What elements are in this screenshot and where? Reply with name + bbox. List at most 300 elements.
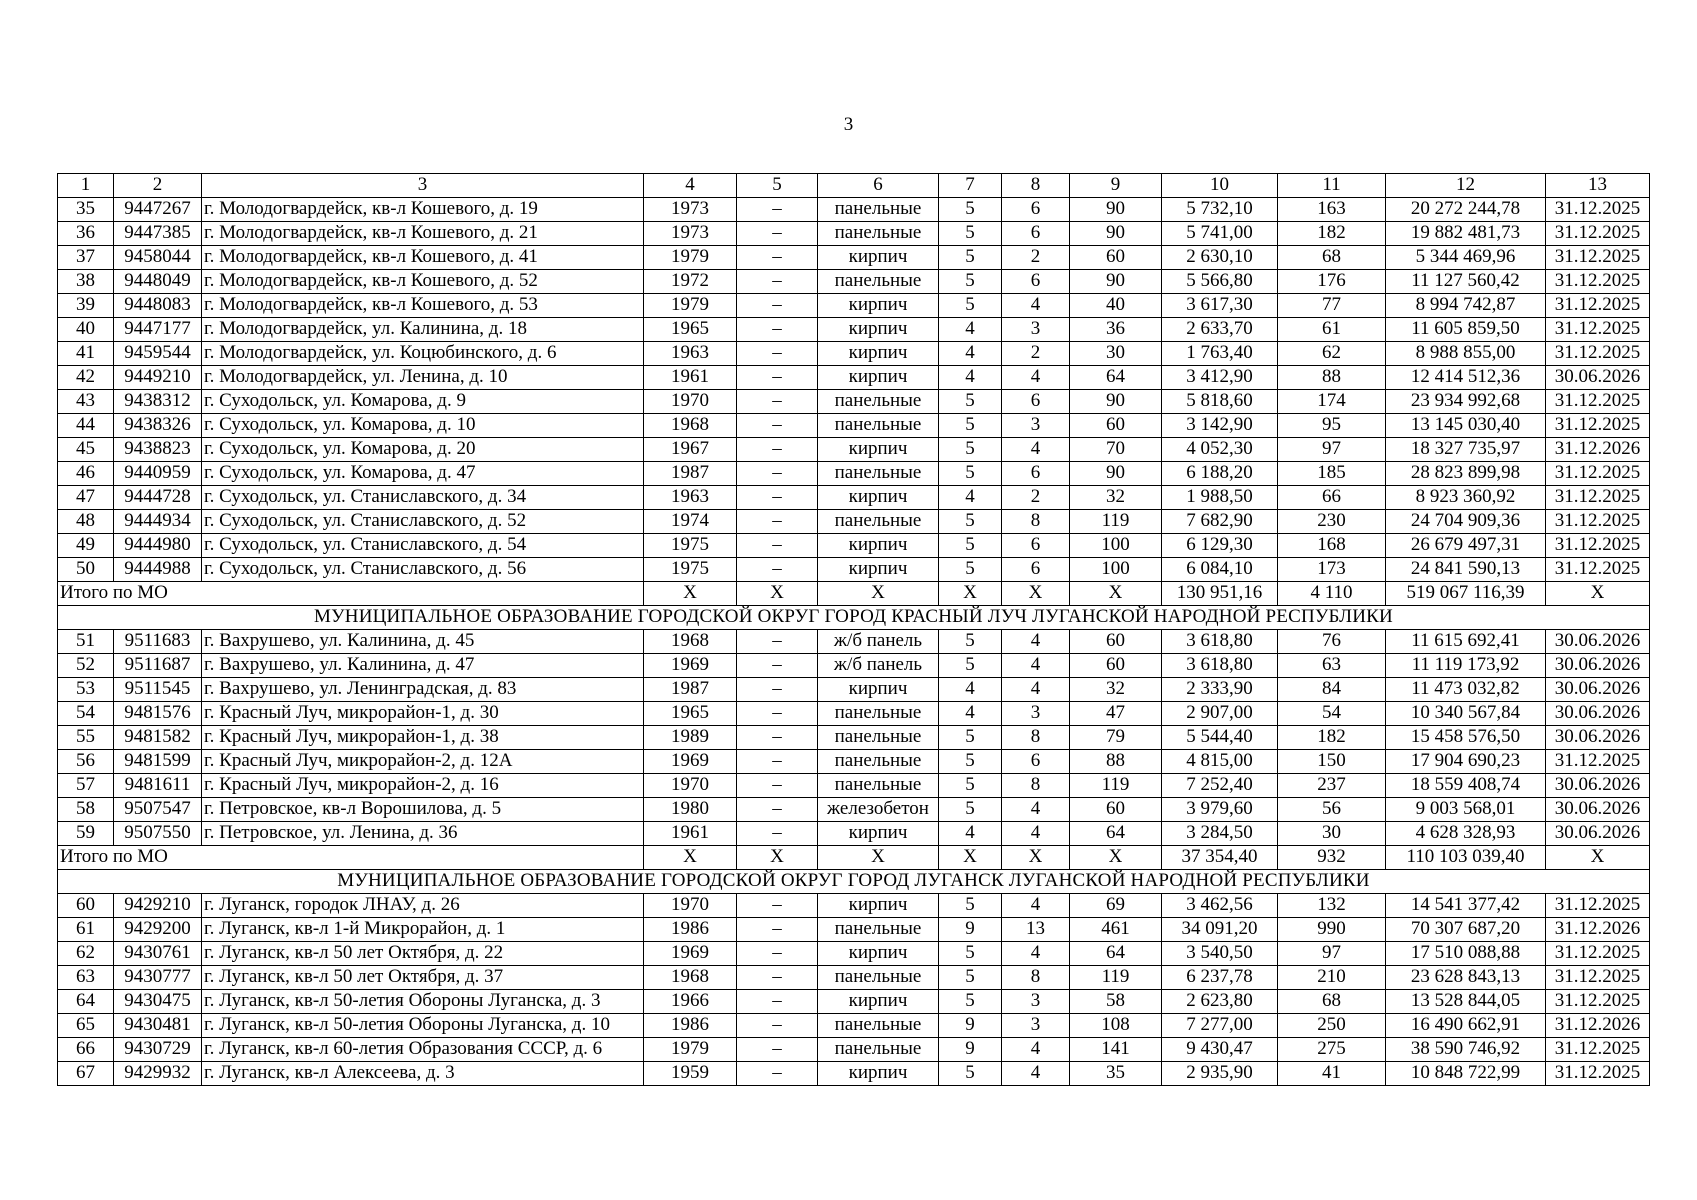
area-cell: 4 052,30	[1162, 438, 1278, 462]
apartments-count-cell: 60	[1070, 798, 1162, 822]
wall-material-cell: панельные	[818, 726, 939, 750]
repair-cost-cell: 28 823 899,98	[1386, 462, 1546, 486]
deadline-cell: 31.12.2025	[1546, 222, 1650, 246]
build-year-cell: 1969	[644, 942, 737, 966]
repair-cost-cell: 17 904 690,23	[1386, 750, 1546, 774]
area-cell: 3 540,50	[1162, 942, 1278, 966]
area-cell: 1 763,40	[1162, 342, 1278, 366]
house-id-cell: 9430761	[114, 942, 202, 966]
entrances-count-cell: 4	[1002, 678, 1070, 702]
house-id-cell: 9429932	[114, 1062, 202, 1086]
address-cell: г. Суходольск, ул. Комарова, д. 10	[202, 414, 644, 438]
address-cell: г. Суходольск, ул. Станиславского, д. 52	[202, 510, 644, 534]
house-id-cell: 9449210	[114, 366, 202, 390]
total-value-cell: 4 110	[1278, 582, 1386, 606]
total-value-cell: X	[1002, 582, 1070, 606]
floors-count-cell: 5	[939, 750, 1002, 774]
wall-material-cell: панельные	[818, 750, 939, 774]
row-number-cell: 38	[58, 270, 114, 294]
residents-count-cell: 275	[1278, 1038, 1386, 1062]
build-year-cell: 1986	[644, 918, 737, 942]
entrances-count-cell: 4	[1002, 438, 1070, 462]
area-cell: 2 630,10	[1162, 246, 1278, 270]
repair-cost-cell: 8 988 855,00	[1386, 342, 1546, 366]
col-5-value-cell: –	[737, 342, 818, 366]
deadline-cell: 30.06.2026	[1546, 822, 1650, 846]
address-cell: г. Петровское, ул. Ленина, д. 36	[202, 822, 644, 846]
wall-material-cell: панельные	[818, 270, 939, 294]
entrances-count-cell: 4	[1002, 294, 1070, 318]
area-cell: 3 617,30	[1162, 294, 1278, 318]
deadline-cell: 31.12.2025	[1546, 558, 1650, 582]
floors-count-cell: 5	[939, 246, 1002, 270]
row-number-cell: 39	[58, 294, 114, 318]
entrances-count-cell: 2	[1002, 486, 1070, 510]
deadline-cell: 31.12.2025	[1546, 750, 1650, 774]
build-year-cell: 1975	[644, 558, 737, 582]
house-id-cell: 9511687	[114, 654, 202, 678]
repair-cost-cell: 14 541 377,42	[1386, 894, 1546, 918]
build-year-cell: 1973	[644, 198, 737, 222]
repair-cost-cell: 9 003 568,01	[1386, 798, 1546, 822]
residents-count-cell: 174	[1278, 390, 1386, 414]
build-year-cell: 1987	[644, 462, 737, 486]
house-id-cell: 9444988	[114, 558, 202, 582]
address-cell: г. Красный Луч, микрорайон-2, д. 12А	[202, 750, 644, 774]
total-value-cell: 130 951,16	[1162, 582, 1278, 606]
table-row	[58, 750, 1650, 774]
column-header: 6	[818, 174, 939, 198]
row-number-cell: 52	[58, 654, 114, 678]
area-cell: 6 188,20	[1162, 462, 1278, 486]
area-cell: 3 284,50	[1162, 822, 1278, 846]
floors-count-cell: 9	[939, 1014, 1002, 1038]
entrances-count-cell: 6	[1002, 534, 1070, 558]
total-value-cell: X	[1070, 582, 1162, 606]
area-cell: 5 741,00	[1162, 222, 1278, 246]
wall-material-cell: панельные	[818, 1014, 939, 1038]
repair-cost-cell: 15 458 576,50	[1386, 726, 1546, 750]
col-5-value-cell: –	[737, 270, 818, 294]
section-header-row	[58, 870, 1650, 894]
wall-material-cell: панельные	[818, 414, 939, 438]
area-cell: 2 907,00	[1162, 702, 1278, 726]
floors-count-cell: 5	[939, 774, 1002, 798]
entrances-count-cell: 6	[1002, 222, 1070, 246]
residents-count-cell: 237	[1278, 774, 1386, 798]
residents-count-cell: 990	[1278, 918, 1386, 942]
deadline-cell: 30.06.2026	[1546, 654, 1650, 678]
column-header: 1	[58, 174, 114, 198]
house-id-cell: 9507547	[114, 798, 202, 822]
area-cell: 7 252,40	[1162, 774, 1278, 798]
column-header: 3	[202, 174, 644, 198]
wall-material-cell: панельные	[818, 222, 939, 246]
area-cell: 2 333,90	[1162, 678, 1278, 702]
col-5-value-cell: –	[737, 1014, 818, 1038]
row-number-cell: 40	[58, 318, 114, 342]
row-number-cell: 37	[58, 246, 114, 270]
entrances-count-cell: 8	[1002, 510, 1070, 534]
column-header: 9	[1070, 174, 1162, 198]
repair-cost-cell: 11 473 032,82	[1386, 678, 1546, 702]
residents-count-cell: 163	[1278, 198, 1386, 222]
build-year-cell: 1968	[644, 630, 737, 654]
total-row	[58, 846, 1650, 870]
total-value-cell: 932	[1278, 846, 1386, 870]
address-cell: г. Суходольск, ул. Станиславского, д. 34	[202, 486, 644, 510]
repair-cost-cell: 38 590 746,92	[1386, 1038, 1546, 1062]
floors-count-cell: 5	[939, 222, 1002, 246]
repair-cost-cell: 23 934 992,68	[1386, 390, 1546, 414]
deadline-cell: 31.12.2025	[1546, 246, 1650, 270]
total-value-cell: X	[939, 846, 1002, 870]
repair-cost-cell: 18 559 408,74	[1386, 774, 1546, 798]
address-cell: г. Луганск, кв-л 1-й Микрорайон, д. 1	[202, 918, 644, 942]
apartments-count-cell: 60	[1070, 630, 1162, 654]
wall-material-cell: кирпич	[818, 438, 939, 462]
entrances-count-cell: 4	[1002, 1062, 1070, 1086]
house-id-cell: 9507550	[114, 822, 202, 846]
residents-count-cell: 56	[1278, 798, 1386, 822]
wall-material-cell: кирпич	[818, 1062, 939, 1086]
house-id-cell: 9511545	[114, 678, 202, 702]
build-year-cell: 1989	[644, 726, 737, 750]
total-value-cell: X	[939, 582, 1002, 606]
total-value-cell: X	[818, 846, 939, 870]
table-row	[58, 294, 1650, 318]
housing-register-table	[57, 173, 1650, 1086]
entrances-count-cell: 4	[1002, 822, 1070, 846]
wall-material-cell: панельные	[818, 774, 939, 798]
row-number-cell: 46	[58, 462, 114, 486]
area-cell: 7 682,90	[1162, 510, 1278, 534]
address-cell: г. Молодогвардейск, кв-л Кошевого, д. 19	[202, 198, 644, 222]
row-number-cell: 45	[58, 438, 114, 462]
row-number-cell: 66	[58, 1038, 114, 1062]
residents-count-cell: 66	[1278, 486, 1386, 510]
area-cell: 3 412,90	[1162, 366, 1278, 390]
house-id-cell: 9447385	[114, 222, 202, 246]
col-5-value-cell: –	[737, 942, 818, 966]
residents-count-cell: 54	[1278, 702, 1386, 726]
apartments-count-cell: 108	[1070, 1014, 1162, 1038]
build-year-cell: 1967	[644, 438, 737, 462]
repair-cost-cell: 20 272 244,78	[1386, 198, 1546, 222]
table-row	[58, 966, 1650, 990]
area-cell: 7 277,00	[1162, 1014, 1278, 1038]
deadline-cell: 30.06.2026	[1546, 798, 1650, 822]
residents-count-cell: 176	[1278, 270, 1386, 294]
address-cell: г. Красный Луч, микрорайон-1, д. 38	[202, 726, 644, 750]
deadline-cell: 31.12.2025	[1546, 942, 1650, 966]
wall-material-cell: кирпич	[818, 534, 939, 558]
apartments-count-cell: 64	[1070, 366, 1162, 390]
house-id-cell: 9430475	[114, 990, 202, 1014]
build-year-cell: 1969	[644, 750, 737, 774]
area-cell: 1 988,50	[1162, 486, 1278, 510]
total-value-cell: X	[1546, 846, 1650, 870]
house-id-cell: 9429210	[114, 894, 202, 918]
col-5-value-cell: –	[737, 438, 818, 462]
repair-cost-cell: 13 145 030,40	[1386, 414, 1546, 438]
apartments-count-cell: 100	[1070, 534, 1162, 558]
repair-cost-cell: 4 628 328,93	[1386, 822, 1546, 846]
floors-count-cell: 5	[939, 630, 1002, 654]
area-cell: 2 935,90	[1162, 1062, 1278, 1086]
repair-cost-cell: 11 119 173,92	[1386, 654, 1546, 678]
wall-material-cell: панельные	[818, 702, 939, 726]
apartments-count-cell: 60	[1070, 654, 1162, 678]
repair-cost-cell: 11 615 692,41	[1386, 630, 1546, 654]
apartments-count-cell: 119	[1070, 966, 1162, 990]
build-year-cell: 1970	[644, 390, 737, 414]
entrances-count-cell: 4	[1002, 630, 1070, 654]
build-year-cell: 1968	[644, 966, 737, 990]
deadline-cell: 30.06.2026	[1546, 678, 1650, 702]
deadline-cell: 31.12.2025	[1546, 270, 1650, 294]
house-id-cell: 9444728	[114, 486, 202, 510]
house-id-cell: 9444980	[114, 534, 202, 558]
apartments-count-cell: 64	[1070, 822, 1162, 846]
house-id-cell: 9430481	[114, 1014, 202, 1038]
build-year-cell: 1963	[644, 486, 737, 510]
house-id-cell: 9438312	[114, 390, 202, 414]
wall-material-cell: кирпич	[818, 342, 939, 366]
column-header: 7	[939, 174, 1002, 198]
table-row	[58, 510, 1650, 534]
table-row	[58, 366, 1650, 390]
col-5-value-cell: –	[737, 654, 818, 678]
address-cell: г. Вахрушево, ул. Калинина, д. 45	[202, 630, 644, 654]
build-year-cell: 1987	[644, 678, 737, 702]
column-header: 2	[114, 174, 202, 198]
residents-count-cell: 182	[1278, 222, 1386, 246]
residents-count-cell: 210	[1278, 966, 1386, 990]
house-id-cell: 9438823	[114, 438, 202, 462]
entrances-count-cell: 2	[1002, 246, 1070, 270]
area-cell: 3 979,60	[1162, 798, 1278, 822]
column-header: 13	[1546, 174, 1650, 198]
col-5-value-cell: –	[737, 702, 818, 726]
deadline-cell: 31.12.2026	[1546, 918, 1650, 942]
col-5-value-cell: –	[737, 990, 818, 1014]
area-cell: 6 129,30	[1162, 534, 1278, 558]
entrances-count-cell: 3	[1002, 414, 1070, 438]
row-number-cell: 49	[58, 534, 114, 558]
build-year-cell: 1961	[644, 822, 737, 846]
floors-count-cell: 5	[939, 270, 1002, 294]
total-label: Итого по МО	[58, 846, 644, 870]
repair-cost-cell: 23 628 843,13	[1386, 966, 1546, 990]
row-number-cell: 42	[58, 366, 114, 390]
entrances-count-cell: 6	[1002, 558, 1070, 582]
col-5-value-cell: –	[737, 414, 818, 438]
deadline-cell: 31.12.2025	[1546, 534, 1650, 558]
residents-count-cell: 182	[1278, 726, 1386, 750]
wall-material-cell: панельные	[818, 918, 939, 942]
apartments-count-cell: 90	[1070, 270, 1162, 294]
col-5-value-cell: –	[737, 222, 818, 246]
col-5-value-cell: –	[737, 894, 818, 918]
row-number-cell: 60	[58, 894, 114, 918]
floors-count-cell: 5	[939, 510, 1002, 534]
address-cell: г. Суходольск, ул. Станиславского, д. 56	[202, 558, 644, 582]
col-5-value-cell: –	[737, 366, 818, 390]
entrances-count-cell: 4	[1002, 798, 1070, 822]
entrances-count-cell: 8	[1002, 726, 1070, 750]
house-id-cell: 9448049	[114, 270, 202, 294]
col-5-value-cell: –	[737, 798, 818, 822]
deadline-cell: 31.12.2025	[1546, 294, 1650, 318]
floors-count-cell: 5	[939, 942, 1002, 966]
address-cell: г. Луганск, кв-л 50 лет Октября, д. 37	[202, 966, 644, 990]
build-year-cell: 1970	[644, 774, 737, 798]
area-cell: 5 544,40	[1162, 726, 1278, 750]
total-value-cell: X	[737, 582, 818, 606]
col-5-value-cell: –	[737, 294, 818, 318]
column-header: 12	[1386, 174, 1546, 198]
col-5-value-cell: –	[737, 822, 818, 846]
residents-count-cell: 95	[1278, 414, 1386, 438]
build-year-cell: 1979	[644, 246, 737, 270]
address-cell: г. Луганск, кв-л Алексеева, д. 3	[202, 1062, 644, 1086]
register-body	[58, 198, 1650, 1086]
entrances-count-cell: 2	[1002, 342, 1070, 366]
repair-cost-cell: 10 340 567,84	[1386, 702, 1546, 726]
row-number-cell: 51	[58, 630, 114, 654]
area-cell: 4 815,00	[1162, 750, 1278, 774]
address-cell: г. Красный Луч, микрорайон-2, д. 16	[202, 774, 644, 798]
row-number-cell: 62	[58, 942, 114, 966]
entrances-count-cell: 4	[1002, 942, 1070, 966]
area-cell: 6 237,78	[1162, 966, 1278, 990]
build-year-cell: 1961	[644, 366, 737, 390]
floors-count-cell: 5	[939, 726, 1002, 750]
repair-cost-cell: 24 841 590,13	[1386, 558, 1546, 582]
residents-count-cell: 68	[1278, 246, 1386, 270]
residents-count-cell: 250	[1278, 1014, 1386, 1038]
apartments-count-cell: 30	[1070, 342, 1162, 366]
residents-count-cell: 88	[1278, 366, 1386, 390]
house-id-cell: 9440959	[114, 462, 202, 486]
repair-cost-cell: 26 679 497,31	[1386, 534, 1546, 558]
table-row	[58, 1062, 1650, 1086]
apartments-count-cell: 32	[1070, 486, 1162, 510]
area-cell: 2 633,70	[1162, 318, 1278, 342]
address-cell: г. Суходольск, ул. Комарова, д. 20	[202, 438, 644, 462]
house-id-cell: 9481576	[114, 702, 202, 726]
col-5-value-cell: –	[737, 918, 818, 942]
floors-count-cell: 5	[939, 462, 1002, 486]
wall-material-cell: кирпич	[818, 486, 939, 510]
address-cell: г. Суходольск, ул. Комарова, д. 47	[202, 462, 644, 486]
deadline-cell: 31.12.2026	[1546, 438, 1650, 462]
house-id-cell: 9430729	[114, 1038, 202, 1062]
apartments-count-cell: 141	[1070, 1038, 1162, 1062]
entrances-count-cell: 3	[1002, 318, 1070, 342]
build-year-cell: 1973	[644, 222, 737, 246]
entrances-count-cell: 4	[1002, 366, 1070, 390]
wall-material-cell: ж/б панель	[818, 630, 939, 654]
floors-count-cell: 5	[939, 198, 1002, 222]
total-value-cell: X	[644, 846, 737, 870]
deadline-cell: 31.12.2025	[1546, 342, 1650, 366]
table-row	[58, 1014, 1650, 1038]
area-cell: 34 091,20	[1162, 918, 1278, 942]
floors-count-cell: 5	[939, 894, 1002, 918]
floors-count-cell: 4	[939, 342, 1002, 366]
col-5-value-cell: –	[737, 390, 818, 414]
residents-count-cell: 185	[1278, 462, 1386, 486]
address-cell: г. Молодогвардейск, ул. Калинина, д. 18	[202, 318, 644, 342]
area-cell: 5 566,80	[1162, 270, 1278, 294]
table-row	[58, 990, 1650, 1014]
entrances-count-cell: 3	[1002, 702, 1070, 726]
house-id-cell: 9444934	[114, 510, 202, 534]
apartments-count-cell: 35	[1070, 1062, 1162, 1086]
table-row	[58, 726, 1650, 750]
apartments-count-cell: 119	[1070, 510, 1162, 534]
column-header: 5	[737, 174, 818, 198]
entrances-count-cell: 6	[1002, 390, 1070, 414]
total-value-cell: X	[1546, 582, 1650, 606]
floors-count-cell: 4	[939, 822, 1002, 846]
build-year-cell: 1959	[644, 1062, 737, 1086]
residents-count-cell: 62	[1278, 342, 1386, 366]
section-title: МУНИЦИПАЛЬНОЕ ОБРАЗОВАНИЕ ГОРОДСКОЙ ОКРУГ ГОРОД КРАСНЫЙ ЛУЧ ЛУГАНСКОЙ НАРОДНОЙ РЕСПУБЛИКИ	[58, 606, 1650, 630]
row-number-cell: 59	[58, 822, 114, 846]
repair-cost-cell: 16 490 662,91	[1386, 1014, 1546, 1038]
address-cell: г. Вахрушево, ул. Калинина, д. 47	[202, 654, 644, 678]
table-row	[58, 246, 1650, 270]
entrances-count-cell: 3	[1002, 990, 1070, 1014]
wall-material-cell: кирпич	[818, 318, 939, 342]
address-cell: г. Молодогвардейск, кв-л Кошевого, д. 21	[202, 222, 644, 246]
apartments-count-cell: 88	[1070, 750, 1162, 774]
address-cell: г. Молодогвардейск, ул. Коцюбинского, д. 6	[202, 342, 644, 366]
col-5-value-cell: –	[737, 510, 818, 534]
address-cell: г. Молодогвардейск, кв-л Кошевого, д. 53	[202, 294, 644, 318]
section-title: МУНИЦИПАЛЬНОЕ ОБРАЗОВАНИЕ ГОРОДСКОЙ ОКРУГ ГОРОД ЛУГАНСК ЛУГАНСКОЙ НАРОДНОЙ РЕСПУБЛИКИ	[58, 870, 1650, 894]
repair-cost-cell: 19 882 481,73	[1386, 222, 1546, 246]
residents-count-cell: 230	[1278, 510, 1386, 534]
row-number-cell: 47	[58, 486, 114, 510]
column-header: 10	[1162, 174, 1278, 198]
entrances-count-cell: 6	[1002, 198, 1070, 222]
wall-material-cell: кирпич	[818, 822, 939, 846]
col-5-value-cell: –	[737, 750, 818, 774]
wall-material-cell: кирпич	[818, 678, 939, 702]
repair-cost-cell: 12 414 512,36	[1386, 366, 1546, 390]
house-id-cell: 9481582	[114, 726, 202, 750]
section-header-row	[58, 606, 1650, 630]
residents-count-cell: 84	[1278, 678, 1386, 702]
floors-count-cell: 5	[939, 534, 1002, 558]
residents-count-cell: 30	[1278, 822, 1386, 846]
residents-count-cell: 173	[1278, 558, 1386, 582]
floors-count-cell: 4	[939, 702, 1002, 726]
table-row	[58, 630, 1650, 654]
build-year-cell: 1974	[644, 510, 737, 534]
col-5-value-cell: –	[737, 486, 818, 510]
table-row	[58, 486, 1650, 510]
floors-count-cell: 4	[939, 486, 1002, 510]
residents-count-cell: 63	[1278, 654, 1386, 678]
deadline-cell: 30.06.2026	[1546, 366, 1650, 390]
residents-count-cell: 132	[1278, 894, 1386, 918]
floors-count-cell: 9	[939, 1038, 1002, 1062]
